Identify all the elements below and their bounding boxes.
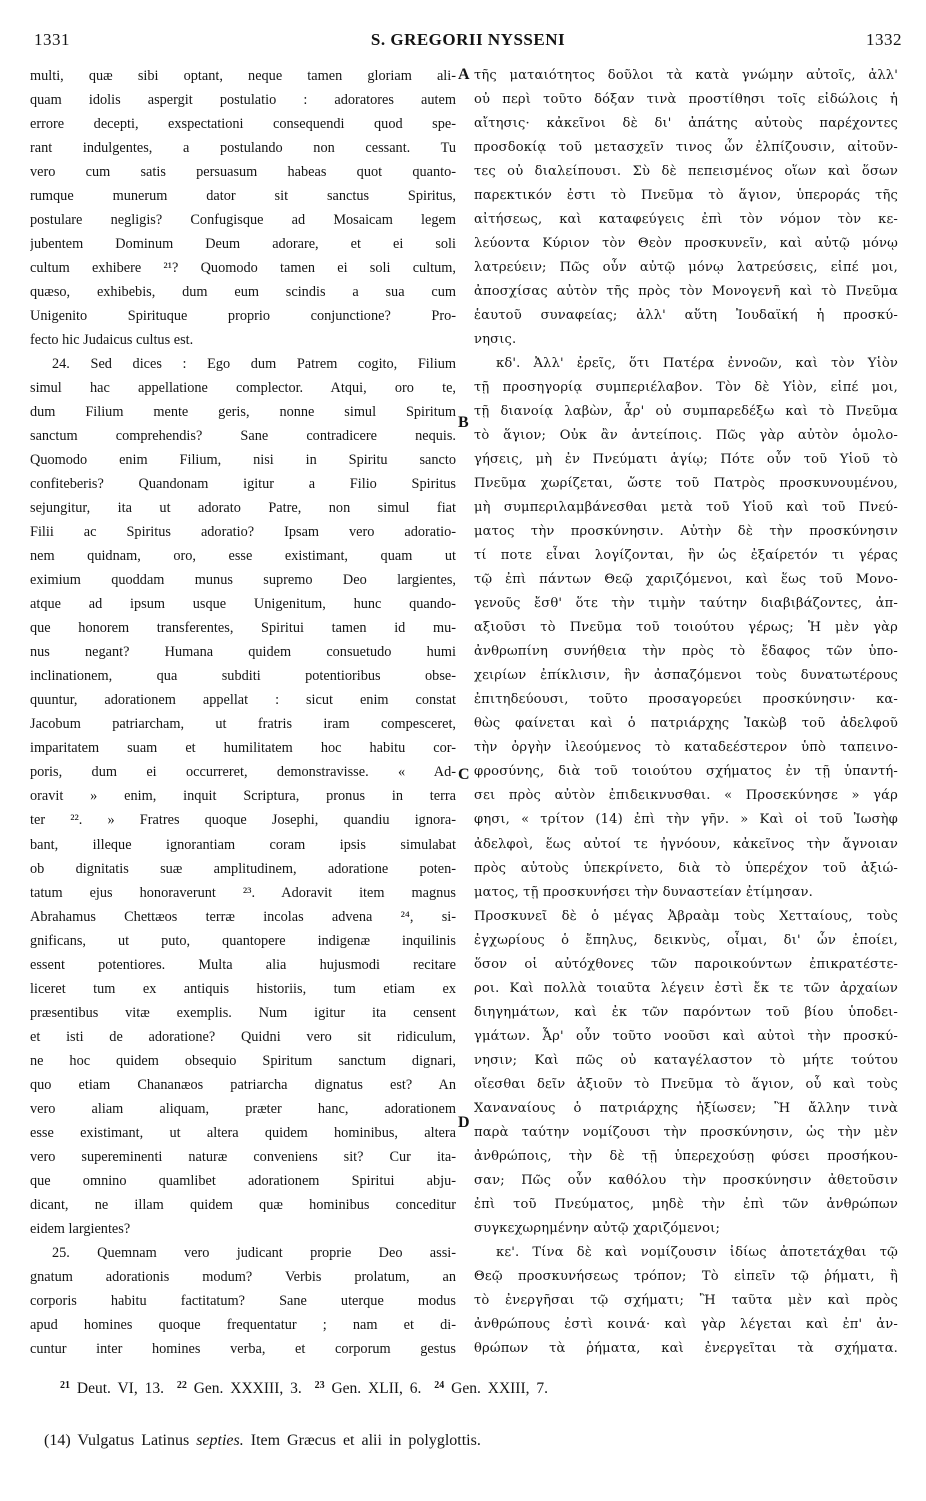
running-title: S. GREGORII NYSSENI: [370, 30, 566, 49]
latin-line: quuntur, adorationem appellat : sicut enim constat: [30, 692, 456, 709]
latin-line: [30, 1361, 456, 1362]
greek-line: διηγημάτων, καὶ ἐκ τῶν παρόντων τοῦ βίου ὑποδει-: [474, 1004, 898, 1020]
greek-line: τὸ ἐνεργῆσαι τῷ σχήματι; Ἢ ταῦτα μὲν καὶ πρὸς: [474, 1292, 898, 1308]
latin-column: [30, 64, 456, 1362]
margin-marker-b: B: [458, 414, 469, 431]
greek-line: τὸ ἅγιον; Οὐκ ἂν ἀντείποις. Πῶς γὰρ αὐτὸν ὁμολο-: [474, 428, 898, 444]
greek-line: πρὸς αὐτοὺς ὑπεκρίνετο, διὰ τὸ ὑπερέχον τοῦ ἀξιώ-: [474, 860, 898, 876]
latin-line: liceret tum ex antiquis historiis, tum etiam ex: [30, 980, 456, 997]
latin-line: atque ad ipsum usque Unigenitum, hunc quando-: [30, 596, 456, 613]
greek-line: τί ποτε εἶναι λογίζονται, ἣν ὡς ἐξαίρετόν τι γέρας: [474, 548, 898, 564]
latin-line: ne hoc quidem obsequio Spiritum sanctum dignari,: [30, 1052, 456, 1069]
latin-line: eximium quoddam munus supremo Deo largientes,: [30, 572, 456, 589]
greek-column: [474, 64, 898, 1362]
greek-line: συγκεχωρημένην αὐτῷ χαριζόμενοι;: [474, 1220, 721, 1236]
latin-line: errore decepti, exspectationi consequendi quod spe-: [30, 116, 456, 133]
greek-line: ἀνθρωπίνη συνήθεια τὴν πρὸς τὸ ἔδαφος τῶν ὑπο-: [474, 644, 898, 660]
latin-line: oravit » enim, inquit Scriptura, pronus in terra: [30, 788, 456, 805]
latin-line: rumque munerum dator sit sanctus Spiritus,: [30, 188, 456, 205]
running-header: [34, 30, 902, 60]
latin-line: vero aliam aliquam, præter hanc, adorationem: [30, 1100, 456, 1117]
greek-line: λεύοντα Κύριον τὸν Θεὸν προσκυνεῖν, καὶ αὐτῷ μόνῳ: [474, 236, 898, 252]
latin-line: apud homines quoque frequentatur ; nam et di-: [30, 1316, 456, 1333]
latin-line: quæso, exhibebis, dum eum scindis a sua cum: [30, 284, 456, 301]
greek-line: παρὰ ταύτην νομίζουσι τὴν προσκύνησιν, ὡς τὴν μὲν: [474, 1124, 898, 1140]
latin-line: multi, quæ sibi optant, neque tamen gloriam ali-: [30, 68, 456, 84]
latin-line: 25. Quemnam vero judicant proprie Deo assi-: [52, 1244, 456, 1261]
latin-line: quo etiam Chananæos patriarcha dignatus est? An: [30, 1076, 456, 1093]
latin-line: gnificans, ut puto, quantopere indigenæ inquilinis: [30, 932, 456, 949]
footnote-22: $^{22}$ Gen. XXXIII, 3.: [176, 1380, 302, 1397]
latin-line: Quomodo enim Filium, nisi in Spiritu sancto: [30, 452, 456, 469]
latin-line: Abrahamus Chettæos terræ incolas advena ²⁴, si-: [30, 908, 456, 925]
greek-line: ἑαυτοῦ συναφείας; ἀλλ' αὕτη Ἰουδαϊκή ἡ προσκύ-: [474, 308, 898, 324]
greek-line: νησιν; Καὶ πῶς οὐ καταγέλαστον τὸ μήτε τούτου: [474, 1052, 898, 1068]
latin-line: rant indulgentes, a postulando non cessant. Tu: [30, 140, 456, 157]
greek-line: παρεκτικόν ἐστι τὸ Πνεῦμα τὸ ἅγιον, ὑπεροράς τῆς: [474, 188, 898, 204]
greek-line: ἀδελφοὶ, ἕως αὐτοί τε ἠγνόουν, κἀκεῖνος τὴν ἄγνοιαν: [474, 836, 898, 852]
greek-line: ματος, τῇ προσκυνήσει τὴν δυναστείαν ἐτίμησαν.: [474, 884, 813, 900]
latin-line: ter ²². » Fratres quoque Josephi, quandiu ignora-: [30, 812, 456, 829]
greek-line: αἰτήσεως, καὶ καταφεύγεις ἐπὶ τὸν νόμον τὸν κε-: [474, 212, 898, 228]
page-number-right: 1332: [866, 30, 902, 49]
greek-line: λατρεύειν; Πῶς οὖν αὐτῷ μόνῳ λατρεύσεις, εἰπέ μοι,: [474, 260, 898, 276]
margin-marker-d: D: [458, 1114, 470, 1131]
greek-line: τῷ ἐπὶ πάντων Θεῷ χαριζόμενοι, καὶ ἕως τοῦ Μονο-: [474, 572, 898, 588]
latin-line: que honorem transferentes, Spiritui tamen id mu-: [30, 620, 456, 637]
latin-line: cuntur inter homines verba, et corporum gestus: [30, 1340, 456, 1357]
greek-line: τες οὐ διαλείπουσι. Σὺ δὲ πεπεισμένος οἵων καὶ ὅσων: [474, 164, 898, 180]
latin-line: sanctum comprehendis? Sane contradicere nequis.: [30, 428, 456, 445]
greek-line: τῆς ματαιότητος δοῦλοι τὰ κατὰ γνώμην αὐτοῖς, ἀλλ': [474, 68, 898, 83]
note-label: (14): [44, 1432, 71, 1449]
latin-line: præsentibus vitæ exemplis. Num igitur ita censent: [30, 1004, 456, 1021]
latin-line: que omnino quamlibet adorationem Spiritui abju-: [30, 1172, 456, 1189]
greek-line: σει πρὸς αὐτὸν ἐπιδεικνυσθαι. « Προσεκύνησε » γάρ: [474, 788, 898, 804]
note-text-before: Vulgatus Latinus: [77, 1432, 190, 1449]
latin-line: simul hac appellatione complector. Atqui, oro te,: [30, 380, 456, 397]
greek-line: κδ'. Ἀλλ' ἐρεῖς, ὅτι Πατέρα ἐννοῶν, καὶ τὸν Υἱὸν: [496, 356, 898, 372]
latin-line: dicant, ne illam quidem quæ hominibus conceditur: [30, 1196, 456, 1213]
latin-line: cultum exhibere ²¹? Quomodo tamen ei soli cultum,: [30, 260, 456, 277]
greek-line: χειρίων ἐπίκλισιν, ἣν ἀσπαζόμενοι τοὺς δυνατωτέρους: [474, 668, 898, 684]
footnote-23: $^{23}$ Gen. XLII, 6.: [314, 1380, 422, 1397]
latin-line: jubentem Dominum Deum adorare, et ei soli: [30, 236, 456, 253]
footnote-21: $^{21}$ Deut. VI, 13.: [60, 1380, 164, 1397]
latin-line: poris, dum ei occurreret, demonstravisse. « Ad-: [30, 764, 456, 781]
greek-line: γμάτων. Ἆρ' οὖν τοῦτο νοοῦσι καὶ αὐτοὶ τὴν προσκύ-: [474, 1028, 898, 1044]
greek-line: οὐ περὶ τοῦτο δόξαν τινὰ προστίθησι τοῖς εἰδώλοις ἡ: [474, 92, 898, 108]
latin-line: fecto hic Judaicus cultus est.: [30, 332, 194, 349]
greek-line: ματος τὴν προσκύνησιν. Αὐτὴν δὲ τὴν προσκύνησιν: [474, 524, 898, 540]
greek-line: κε'. Τίνα δὲ καὶ νομίζουσιν ἰδίως ἀποτετάχθαι τῷ: [496, 1244, 898, 1260]
greek-line: φησι, « τρίτον (14) ἐπὶ τὴν γῆν. » Καὶ οἱ τοῦ Ἰωσὴφ: [474, 812, 898, 828]
page-number-left: 1331: [34, 30, 70, 49]
greek-line: ἐπιτηδεύουσι, τοῦτο προσαγορεύει προσκύνησιν· κα-: [474, 692, 898, 708]
latin-line: eidem largientes?: [30, 1220, 131, 1237]
greek-line: Θεῷ προσκυνήσεως τρόπον; Τὸ εἰπεῖν τῷ ῥήματι, ἢ: [474, 1268, 898, 1284]
greek-line: γενοῦς ἔσθ' ὅτε τὴν τιμὴν ταύτην διαβιβάζοντες, ἀπ-: [474, 596, 898, 612]
latin-line: essent potentiores. Multa alia hujusmodi recitare: [30, 956, 456, 973]
latin-line: sejungitur, ita ut adorato Patre, non simul fiat: [30, 500, 456, 517]
latin-line: Filii ac Spiritus adoratio? Ipsam vero adoratio-: [30, 524, 456, 541]
latin-line: dum Filium mente geris, nonne simul Spiritum: [30, 404, 456, 421]
greek-line: αξιοῦσι τὸ Πνεῦμα τοῦ τοιούτου γέρως; Ἡ μὲν γὰρ: [474, 620, 898, 636]
latin-line: vero supereminenti naturæ conveniens sit? Cur ita-: [30, 1148, 456, 1165]
greek-line: τῇ προσηγορίᾳ συμπεριέλαβον. Τὸν δὲ Υἱὸν, εἰπέ μοι,: [474, 380, 898, 396]
greek-line: ροι. Καὶ πολλὰ τοιαῦτα λέγειν ἐστὶ ἔκ τε τῶν ἀρχαίων: [474, 980, 898, 996]
greek-line: ἐπὶ τοῦ Πνεύματος, μηδὲ τὴν ἐπὶ τῶν ἀνθρώπων: [474, 1196, 898, 1212]
latin-line: ob dignitatis suæ amplitudinem, adoratione poten-: [30, 860, 456, 877]
latin-line: corporis habitu factitatum? Sane uterque modus: [30, 1292, 456, 1309]
editor-note: [44, 1432, 902, 1450]
note-italic: septies.: [196, 1432, 244, 1449]
latin-line: nem quidnam, oro, esse existimant, quam ut: [30, 548, 456, 565]
latin-line: inclinationem, qua subditi potentioribus obse-: [30, 668, 456, 685]
greek-line: μὴ συμπεριλαμβάνεσθαι μετὰ τοῦ Υἱοῦ καὶ τοῦ Πνεύ-: [474, 500, 898, 516]
latin-line: confiteberis? Quandonam igitur a Filio Spiritus: [30, 476, 456, 493]
footnotes: [60, 1380, 902, 1398]
greek-line: ἀνθρώπους ἐστὶ κοινά· καὶ γὰρ λέγεται καὶ ἐπ' ἀν-: [474, 1316, 898, 1332]
margin-marker-c: C: [458, 766, 470, 783]
latin-line: nus negant? Humana quidem consuetudo humi: [30, 644, 456, 661]
greek-line: ἀνθρώποις, τὴν δὲ τῇ ὑπερεχούσῃ φύσει προσήκου-: [474, 1148, 898, 1164]
latin-line: vero cum satis persuasum habeas quot quanto-: [30, 164, 456, 181]
greek-line: Προσκυνεῖ δὲ ὁ μέγας Ἀβραὰμ τοὺς Χετταίους, τοὺς: [474, 908, 898, 924]
latin-line: postulare negligis? Confugisque ad Mosaicam legem: [30, 212, 456, 229]
latin-line: quam idolis aspergit postulatio : adoratores autem: [30, 92, 456, 109]
latin-line: Unigenito Spirituque proprio conjunctione? Pro-: [30, 308, 456, 325]
note-text-after: Item Græcus et alii in polyglottis.: [250, 1432, 481, 1449]
greek-line: τῇ διανοίᾳ λαβὼν, ἆρ' οὐ συμπαρεδέξω καὶ τὸ Πνεῦμα: [474, 404, 898, 420]
footnote-24: $^{24}$ Gen. XXIII, 7.: [434, 1380, 548, 1397]
greek-line: θὼς φαίνεται καὶ ὁ πατριάρχης Ἰακὼβ τοῦ ἀδελφοῦ: [474, 716, 898, 732]
latin-line: gnatum adorationis modum? Verbis prolatum, an: [30, 1268, 456, 1285]
greek-line: γήσεις, μὴ ἐν Πνεύματι ἁγίῳ; Πότε οὖν τοῦ Υἱοῦ τὸ: [474, 452, 898, 468]
latin-line: esse existimant, ut altera quidem hominibus, altera: [30, 1124, 456, 1141]
greek-line: νησις.: [474, 332, 517, 348]
greek-line: σαν; Πῶς οὖν καθόλου τὴν προσκύνησιν ἀθετοῦσιν: [474, 1172, 898, 1188]
greek-line: ἀποσχίσας αὐτὸν τῆς πρὸς τὸν Μονογενῆ καὶ τὸ Πνεῦμα: [474, 284, 898, 300]
greek-line: αἴτησις· κἀκεῖνοι δὲ δι' ἀπάτης αὐτοὺς παρέχοντες: [474, 116, 898, 132]
latin-line: bant, illeque ignorantiam coram ipsis simulabat: [30, 836, 456, 853]
latin-line: tatum ejus honoraverunt ²³. Adoravit item magnus: [30, 884, 456, 901]
margin-marker-a: A: [458, 66, 470, 83]
latin-line: et isti de adoratione? Quidni vero sit ridiculum,: [30, 1028, 456, 1045]
greek-line: θρώπων τὰ ῥήματα, καὶ ἐνεργεῖται τὰ σχήματα.: [474, 1340, 898, 1356]
greek-line: οἴεσθαι δεῖν ἀξιοῦν τὸ Πνεῦμα τὸ ἅγιον, οὗ καὶ τοὺς: [474, 1076, 898, 1092]
greek-line: ἐγχωρίους ὁ ἔπηλυς, δεικνὺς, οἶμαι, δι' ὧν ἐποίει,: [474, 932, 898, 948]
greek-line: ὅσον οἱ αὐτόχθονες τῶν παροικούντων ἐπικρατέστε-: [474, 956, 898, 972]
greek-line: προσδοκίᾳ τοῦ μετασχεῖν τινος ὧν ἐλπίζουσιν, αἰτοῦν-: [474, 140, 898, 156]
greek-line: [474, 1361, 898, 1362]
latin-line: 24. Sed dices : Ego dum Patrem cogito, Filium: [52, 356, 456, 373]
greek-line: Πνεῦμα χωρίζεται, ὥστε τοῦ Πατρὸς προσκυνουμένου,: [474, 476, 898, 492]
greek-line: τὴν ὀργὴν ἰλεούμενος τὸ καταδεέστερον ὑπὸ ταπεινο-: [474, 740, 898, 756]
latin-line: Jacobum patriarcham, ut fratris iram compesceret,: [30, 716, 456, 733]
latin-line: imparitatem suam et humilitatem hoc habitu cor-: [30, 740, 456, 757]
greek-line: Χαναναίους ὁ πατριάρχης ἠξίωσεν; Ἢ ἄλλην τινὰ: [474, 1100, 898, 1116]
greek-line: φροσύνης, διὰ τοῦ τοιούτου σχήματος ἐν τῇ ὑπαντή-: [474, 764, 898, 780]
